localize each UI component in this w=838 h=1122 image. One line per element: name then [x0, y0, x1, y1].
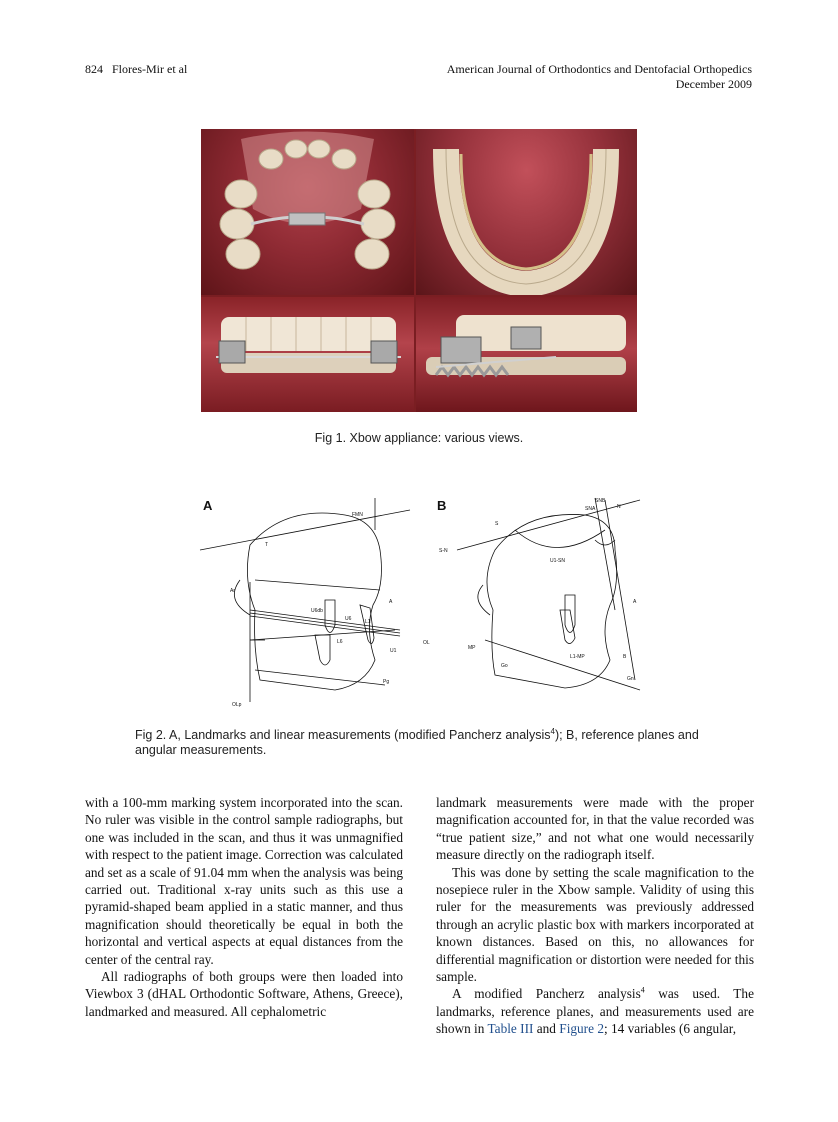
- photo-frontal-right: [201, 297, 414, 412]
- body-column-left: [85, 794, 403, 1020]
- figure-2-caption-text-end: ); B, reference planes and angular measurements.: [135, 728, 699, 757]
- label-b-n: N: [617, 504, 621, 510]
- label-b-s: S: [495, 521, 499, 527]
- panel-b-drawing: [457, 498, 640, 690]
- label-a-l1: L1: [365, 619, 371, 625]
- label-a-t: T: [265, 542, 269, 548]
- label-b-snb: SNB: [595, 498, 606, 504]
- figure-2-link[interactable]: Figure 2: [559, 1021, 604, 1037]
- panel-a-label: A: [203, 498, 213, 513]
- label-b-b: B: [623, 654, 627, 660]
- label-a-pg: Pg: [383, 679, 390, 685]
- label-a-ol: OL: [423, 640, 430, 646]
- label-a-olp: OLp: [232, 702, 242, 708]
- label-b-go: Go: [501, 663, 508, 669]
- label-a-l6: L6: [337, 639, 343, 645]
- label-a-u6: U6: [345, 616, 352, 622]
- paragraph-text: was used. The landmarks, reference planes, and measurements used are shown in: [436, 986, 754, 1037]
- paragraph: with a 100-mm marking system incorporated into the scan. No ruler was visible in the control sample radiographs, but one was included in the scan, and thus it was unmagnified with respect to the patient image. Correction was calculated and set as a scale of 91.04 mm when the analysis was being carried out. Traditional x-ray units such as this use a pyramid-shaped beam applied in a static manner, and thus magnification should theoretically be equal in both the horizontal and vertical aspects at equal distances from the center of the central ray.: [85, 795, 403, 967]
- table-iii-link[interactable]: Table III: [487, 1021, 534, 1037]
- label-a-fmn: FMN: [352, 512, 363, 518]
- photo-upper-occlusal: [201, 129, 414, 295]
- label-a-a: A: [389, 599, 393, 605]
- label-b-sna: SNA: [585, 506, 596, 512]
- paragraph: landmark measurements were made with the proper magnification accounted for, in that the value recorded was “true patient size,” and not what one would necessarily measure directly on the radiograph itself.: [436, 795, 754, 863]
- figure-2-caption-ref: 4: [550, 726, 555, 736]
- panel-b-label: B: [437, 498, 447, 513]
- label-b-l1-mp: L1-MP: [570, 654, 585, 660]
- figure-1-caption: Fig 1. Xbow appliance: various views.: [314, 431, 524, 445]
- label-b-mp: MP: [468, 645, 476, 651]
- figure-2-tracings: [195, 490, 645, 710]
- issue-date: December 2009: [675, 77, 752, 91]
- photo-lateral-left: [416, 297, 637, 412]
- label-b-sn-line: S-N: [439, 548, 448, 554]
- label-a-u6db: U6db: [311, 608, 323, 614]
- panel-a-drawing: [200, 498, 410, 702]
- figure-2-caption: [135, 728, 735, 758]
- label-a-u1: U1: [390, 648, 397, 654]
- figure-1-photos: [201, 129, 637, 412]
- photo-lower-occlusal: [416, 129, 637, 295]
- paragraph-text: ; 14 variables (6 angular,: [604, 1021, 737, 1037]
- label-b-a: A: [633, 599, 637, 605]
- paragraph: [436, 985, 754, 1037]
- paragraph-text: A modified Pancherz analysis: [451, 986, 641, 1002]
- running-header-right: [447, 62, 752, 92]
- reference-superscript[interactable]: 4: [640, 986, 645, 996]
- figure-2-caption-text: Fig 2. A, Landmarks and linear measurements (modified Pancherz analysis: [135, 728, 551, 742]
- journal-title: American Journal of Orthodontics and Dentofacial Orthopedics: [446, 62, 752, 76]
- body-column-right: [436, 794, 754, 1038]
- paragraph: All radiographs of both groups were then loaded into Viewbox 3 (dHAL Orthodontic Software, Athens, Greece), landmarked and measured. All cephalometric: [85, 969, 403, 1019]
- running-header-left: 824 Flores-Mir et al: [85, 62, 188, 76]
- label-b-gn: Gn: [627, 676, 634, 682]
- paragraph: This was done by setting the scale magnification to the nosepiece ruler in the Xbow sample. Validity of using this ruler for the measurements was previously addressed through an acrylic plastic box with markers incorporated at known distances. Based on this, no allowances for differential magnification or distortion were needed for this sample.: [436, 864, 754, 985]
- paragraph-text: and: [533, 1021, 560, 1037]
- label-a-ar: Ar: [230, 588, 235, 594]
- label-b-u1-sn: U1-SN: [550, 558, 566, 564]
